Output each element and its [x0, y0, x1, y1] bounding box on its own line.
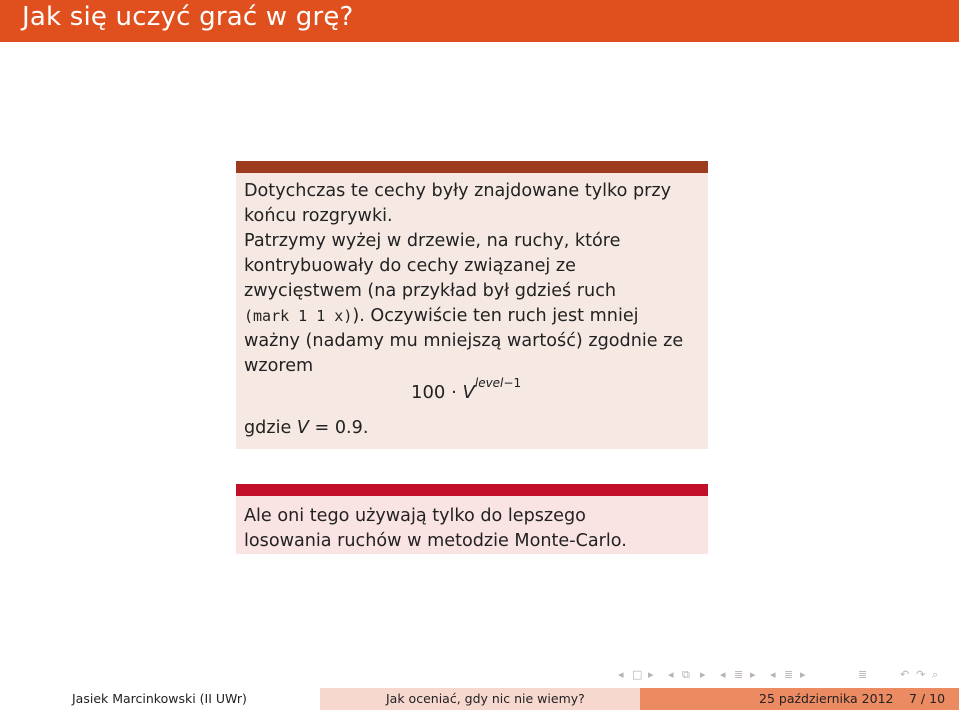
- frame-title-bar: [0, 0, 959, 42]
- nav-next-doc-icon[interactable]: ▸: [800, 668, 806, 681]
- footer-date: 25 października 2012: [759, 691, 894, 706]
- nav-search-icon[interactable]: ⌕: [932, 668, 939, 681]
- text-line: [244, 304, 700, 329]
- nav-subsection-icon[interactable]: ⧉: [682, 668, 690, 681]
- nav-prev-subsection-icon[interactable]: ◂: [668, 668, 674, 681]
- formula-variable: V: [462, 382, 475, 403]
- where-line: [244, 418, 368, 438]
- text-line: końcu rozgrywki.: [244, 206, 393, 226]
- exponent-variable: level: [474, 376, 504, 390]
- footer-title-box: [320, 688, 640, 710]
- text-line: ważny (nadamy mu mniejszą wartość) zgodnie ze: [244, 331, 684, 351]
- formula-coefficient: 100 ·: [411, 382, 463, 403]
- text-line: wzorem: [244, 356, 314, 376]
- nav-toc-icon[interactable]: ≣: [858, 668, 868, 681]
- footline: [0, 688, 959, 710]
- nav-next-frame-icon[interactable]: ▸: [648, 668, 654, 681]
- formula: [411, 376, 522, 403]
- text-line: zwycięstwem (na przykład był gdzieś ruch: [244, 281, 617, 301]
- nav-prev-doc-icon[interactable]: ◂: [770, 668, 776, 681]
- beamer-navigation: [618, 668, 958, 684]
- alert-block: [236, 484, 708, 554]
- nav-next-subsection-icon[interactable]: ▸: [700, 668, 706, 681]
- text-fragment: ). Oczywiście ten ruch jest mniej: [352, 306, 639, 326]
- nav-next-section-icon[interactable]: ▸: [750, 668, 756, 681]
- text-line: Dotychczas te cechy były znajdowane tylko przy: [244, 181, 672, 201]
- where-value: = 0.9.: [308, 418, 369, 438]
- footer-date-box: [640, 688, 959, 710]
- code-snippet: (mark 1 1 x): [244, 307, 353, 325]
- footer-author: Jasiek Marcinkowski (II UWr): [72, 691, 247, 706]
- alert-header-bar: [236, 484, 708, 496]
- exponent-rest: −1: [503, 376, 522, 390]
- text-line: Patrzymy wyżej w drzewie, na ruchy, które: [244, 231, 621, 251]
- footer-title: Jak oceniać, gdy nic nie wiemy?: [386, 691, 585, 706]
- footer-author-box: [0, 688, 320, 710]
- text-line: kontrybuowały do cechy związanej ze: [244, 256, 576, 276]
- text-line: losowania ruchów w metodzie Monte-Carlo.: [244, 531, 627, 551]
- footer-page-number: 7 / 10: [909, 691, 946, 706]
- content-block: [236, 161, 708, 449]
- text-line: Ale oni tego używają tylko do lepszego: [244, 506, 586, 526]
- nav-back-icon[interactable]: ↶: [900, 668, 910, 681]
- nav-section-icon[interactable]: ≣: [734, 668, 744, 681]
- formula-exponent: [475, 376, 521, 390]
- block-header-bar: [236, 161, 708, 173]
- nav-frame-icon[interactable]: □: [632, 668, 643, 681]
- nav-doc-icon[interactable]: ≣: [784, 668, 794, 681]
- block-body: [236, 173, 708, 379]
- nav-prev-frame-icon[interactable]: ◂: [618, 668, 624, 681]
- nav-forward-icon[interactable]: ↷: [916, 668, 926, 681]
- where-prefix: gdzie: [244, 418, 297, 438]
- frame-title: Jak się uczyć grać w grę?: [22, 2, 354, 32]
- nav-prev-section-icon[interactable]: ◂: [720, 668, 726, 681]
- where-variable: V: [296, 418, 309, 438]
- alert-body: [236, 496, 708, 554]
